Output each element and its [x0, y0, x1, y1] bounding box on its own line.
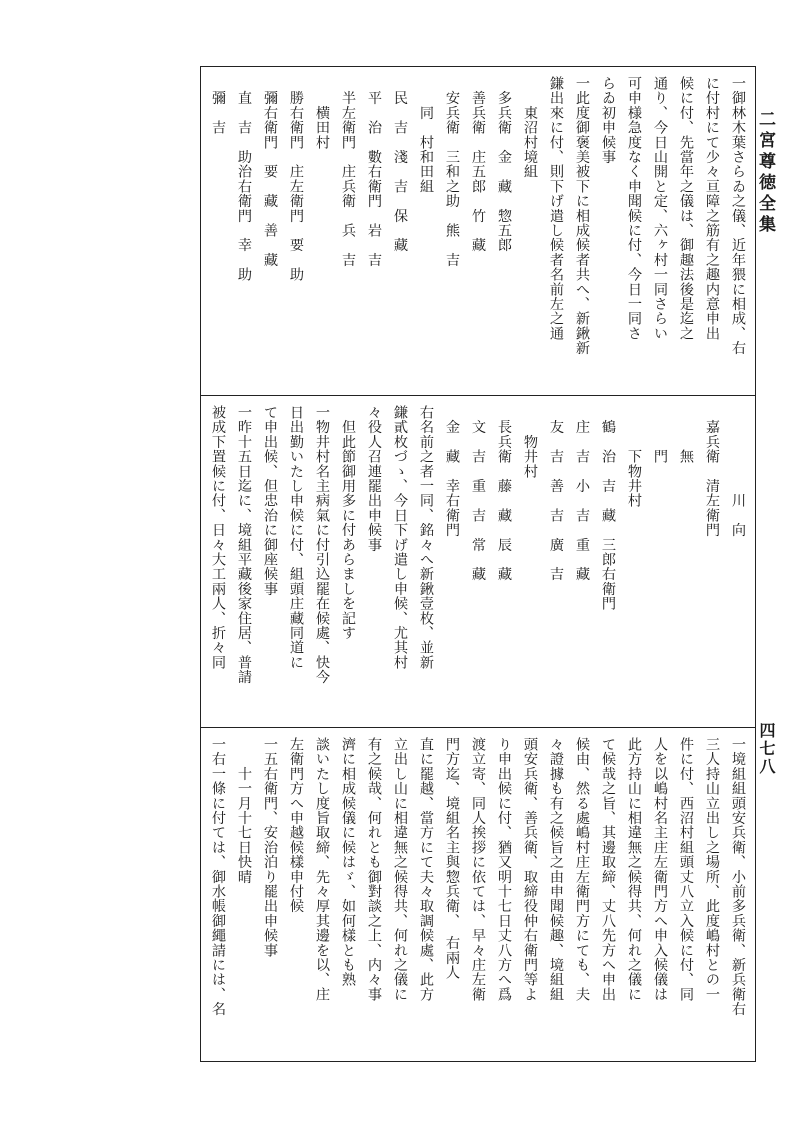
- text-column: 一物井村名主病氣に付引込罷在候處、快今: [314, 405, 330, 685]
- text-section-3: [205, 737, 751, 1055]
- text-column: 多兵衛 金 藏 惣五郎: [496, 76, 512, 253]
- text-section-1: [205, 76, 751, 390]
- text-column: り申出候に付、猶又明十七日丈八方へ爲: [496, 737, 512, 1002]
- text-section-2: [205, 405, 751, 721]
- text-column: 直に罷越、當方にて夫々取調候處、此方: [418, 737, 434, 1002]
- text-column: 三人持山立出し之場所、此度嶋村との一: [704, 737, 720, 1002]
- text-column: らゐ初申候事: [600, 76, 616, 165]
- section-divider-bottom: [200, 727, 756, 728]
- text-column: 金 藏 幸右衛門: [444, 405, 460, 538]
- text-column: 件に付、西沼村組頭丈八立入候に付、同: [678, 737, 694, 1002]
- text-column: 々證據も有之候旨之由申聞候趣、境組組: [548, 737, 564, 1002]
- text-column: 鶴 治 吉 藏 三郎右衛門: [600, 405, 616, 611]
- text-column: 一右一條に付ては、御水帳御繩請には、名: [210, 737, 226, 1017]
- section-text: [205, 405, 751, 721]
- text-column: 一昨十五日迄に、境組平藏後家住居、普請: [236, 405, 252, 685]
- text-column: 濟に相成候儀に候はゞ、如何樣とも熟: [340, 737, 356, 987]
- text-column: 善兵衛 庄五郎 竹 藏: [470, 76, 486, 253]
- text-column: 頭安兵衛、善兵衛、取締役仲右衛門等よ: [522, 737, 538, 1002]
- text-column: 同 村和田組: [418, 76, 434, 194]
- text-column: 一此度御褒美被下に相成候者共へ、新鍬新: [574, 76, 590, 356]
- text-column: 下物井村: [626, 405, 642, 508]
- text-column: 半左衛門 庄兵衛 兵 吉: [340, 76, 356, 268]
- text-column: 十一月十七日快晴: [236, 737, 252, 884]
- text-column: 立出し山に相違無之候得共、何れ之儀に: [392, 737, 408, 1002]
- book-title: 二宮尊徳全集: [755, 110, 775, 236]
- text-column: 嘉兵衛 清左衛門: [704, 405, 720, 538]
- text-column: 鎌出來に付、則下げ遣し候者名前左之通: [548, 76, 564, 341]
- text-column: 々役人召連罷出申候事: [366, 405, 382, 552]
- text-column: 日出勤いたし申候に付、組頭庄藏同道に: [288, 405, 304, 670]
- text-column: 川 向: [730, 405, 746, 538]
- text-column: 左衛門方へ申越候樣申付候: [288, 737, 304, 914]
- text-column: 被成下置候に付、日々大工兩人、折々同: [210, 405, 226, 670]
- text-column: 談いたし度旨取締、先々厚其邊を以、庄: [314, 737, 330, 1002]
- text-column: 右名前之者一同、銘々へ新鍬壹枚、並新: [418, 405, 434, 670]
- text-column: 長兵衛 藤 藏 辰 藏: [496, 405, 512, 582]
- text-column: 彌 吉: [210, 76, 226, 135]
- section-text: [205, 737, 751, 1055]
- text-column: 門: [652, 405, 668, 464]
- text-column: て候哉之旨、其邊取締、丈八先方へ申出: [600, 737, 616, 1002]
- text-column: 此方持山に相違無之候得共、何れ之儀に: [626, 737, 642, 1002]
- text-column: 門方迄、境組名主與惣兵衛、 右兩人: [444, 737, 460, 980]
- text-column: 勝右衛門 庄左衛門 要 助: [288, 76, 304, 282]
- text-column: 安兵衛 三和之助 熊 吉: [444, 76, 460, 268]
- text-column: 但此節御用多に付あらましを記す: [340, 405, 356, 641]
- page-number: 四七八: [757, 722, 776, 776]
- section-text: [205, 76, 751, 390]
- text-column: 直 吉 助治右衛門 幸 助: [236, 76, 252, 282]
- text-column: 平 治 數右衛門 岩 吉: [366, 76, 382, 268]
- text-column: 物井村: [522, 405, 538, 479]
- text-column: 鎌貳枚づゝ、今日下げ遣し申候、尤其村: [392, 405, 408, 670]
- text-column: に付村にて少々亘障之筋有之趣内意申出: [704, 76, 720, 341]
- text-column: 人を以嶋村名主庄左衛門方へ申入候儀は: [652, 737, 668, 1002]
- text-column: 一御林木葉さらゐ之儀、近年猥に相成、右: [730, 76, 746, 356]
- text-column: て申出候、但忠治に御座候事: [262, 405, 278, 597]
- text-column: 可申様急度なく申聞候に付、今日一同さ: [626, 76, 642, 341]
- text-column: 東沼村境組: [522, 76, 538, 179]
- text-column: 一境組組頭安兵衛、小前多兵衛、新兵衛右: [730, 737, 746, 1017]
- text-column: 候由、然る處嶋村庄左衛門方にても、夫: [574, 737, 590, 1002]
- text-column: 横田村: [314, 76, 330, 150]
- text-column: 有之候哉、何れとも御對談之上、内々事: [366, 737, 382, 1002]
- text-column: 庄 吉 小 吉 重 藏: [574, 405, 590, 582]
- text-column: 彌右衛門 要 藏 善 藏: [262, 76, 278, 268]
- text-column: 友 吉 善 吉 廣 吉: [548, 405, 564, 582]
- text-column: 一五右衛門、安治泊り罷出申候事: [262, 737, 278, 958]
- text-column: 渡立寄、同人挨拶に依ては、早々庄左衛: [470, 737, 486, 1002]
- text-column: 候に付、先當年之儀は、御趣法後是迄之: [678, 76, 694, 341]
- text-column: 民 吉 淺 吉 保 藏: [392, 76, 408, 253]
- text-column: 通り、今日山開と定、六ヶ村一同さらい: [652, 76, 668, 341]
- text-column: 文 吉 重 吉 常 藏: [470, 405, 486, 582]
- text-column: 無: [678, 405, 694, 464]
- section-divider-top: [200, 395, 756, 396]
